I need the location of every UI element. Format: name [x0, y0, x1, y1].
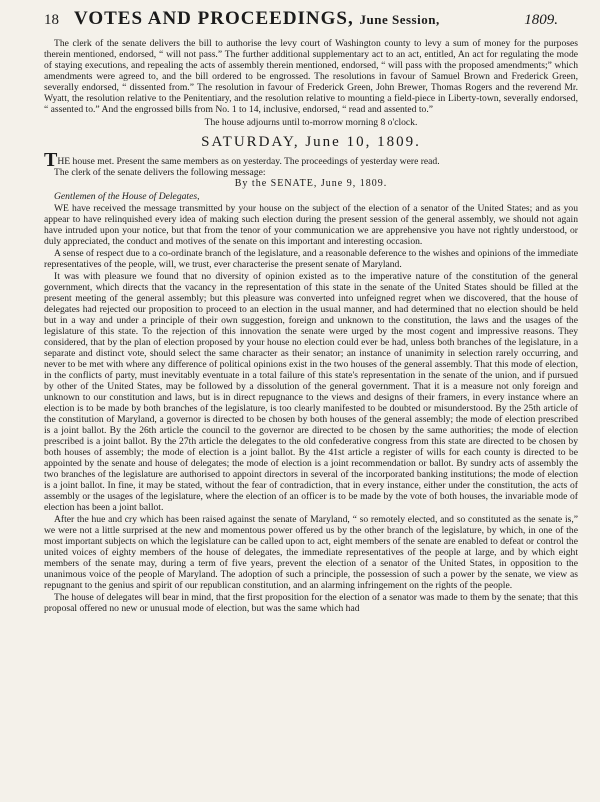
running-head [44, 8, 578, 38]
running-title-main: VOTES AND PROCEEDINGS, [74, 8, 354, 29]
adjournment-line: The house adjourns until to-morrow morning 8 o'clock. [204, 117, 418, 128]
running-title [74, 8, 524, 30]
salutation: Gentlemen of the House of Delegates, [54, 191, 200, 202]
house-met-text: HE house met. Present the same members as on yesterday. The proceedings of yesterday were read. [57, 156, 440, 167]
clerk-line: The clerk of the senate delivers the following message: [54, 167, 266, 178]
message-body [44, 203, 578, 614]
day-heading: SATURDAY, June 10, 1809. [201, 134, 421, 150]
body-paragraph: The house of delegates will bear in mind, that the first proposition for the election of a senator was made to them by the senate; that this proposal offered no new or unusual mode of election, but was the same which had [44, 592, 578, 614]
house-met-paragraph [44, 149, 578, 171]
body-paragraph: It was with pleasure we found that no diversity of opinion existed as to the imperative nature of the constitution of the general government, which directs that the vacancy in the representation of this state in the senate of the United States should be filled at the present meeting of the general assembly; but this pleasure was converted into unfeigned regret when we discovered, that the house of delegates had rejected our proposition to proceed to an election in the usual manner, and had determined that no election should be held but in a way and under a principle of their own suggestion, foreign and unknown to the constitution, the laws and the usages of the legislature of this state. To the rejection of this innovation the senate were urged by the most cogent and impressive reasons. They considered, that by the plan of election proposed by your house no election could ever be had, unless both branches of the legislature, in a separate and distinct vote, should select the same character as their senator; an instance of unanimity in selection rarely occurring, and never to be met with where any difference of political opinions exist in the two houses of the general assembly. That this mode of election, in the conflicts of party, must inevitably eventuate in a total failure of this state's representation in the senate of the union, and if pursued by other of the United States, may be followed by a dissolution of the general government. That it is a measure not only foreign and unknown to our constitution and laws, but is in direct repugnance to the views and designs of their framers, in every instance where an election is to be made by both branches of the legislature, is too clearly manifested to be doubted or misunderstood. By the 25th article of the constitution of Maryland, a governor is directed to be chosen by both houses of the general assembly; the mode of election prescribed is a joint ballot. By the 26th article the council to the governor are directed to be chosen by the same authorities; the mode of election prescribed is a joint ballot. By the 27th article the delegates to the old confederative congress from this state are directed to be chosen by both houses of assembly; the mode of election is a joint ballot. By the 41st article a register of wills for each county is directed to be appointed by the senate and house of delegates; the mode of election is a joint recommendation or ballot. By sundry acts of assembly the two branches of the legislature are authorised to appoint directors in several of the incorporated banking institutions; the mode of election is a joint ballot. In fine, it may be stated, without the fear of contradiction, that in every instance, either under the constitution, the acts of assembly or the usages of the legislature, where the election of an officer is to be made by the vote of both houses, the invariable mode of election has been a joint ballot. [44, 271, 578, 513]
body-paragraph: A sense of respect due to a co-ordinate branch of the legislature, and a reasonable deference to the wishes and opinions of the immediate representatives of the people, will, we trust, ever characterise the present senate of Maryland. [44, 248, 578, 270]
body-paragraph: After the hue and cry which has been raised against the senate of Maryland, “ so remotely elected, and so constituted as the senate is,” we were not a little surprised at the new and momentous power offered us by the other branch of the legislature, by which, in one of the most important subjects on which the legislature can be called upon to act, eight members of the senate are enabled to defeat or control the united voices of eighty members of the house of delegates, the immediate representatives of the people at large, and by which eight members of the senate may, during a term of five years, prevent the election of a senator of the United States, in opposition to the unanimous voice of the people of Maryland. The adoption of such a principle, the possession of such a power by the senate, we view as repugnant to the genius and spirit of our republican constitution, and an alarming infringement on the rights of the people. [44, 514, 578, 591]
drop-cap: T [44, 149, 58, 171]
page-number: 18 [44, 12, 59, 28]
message-from: By the SENATE, June 9, 1809. [234, 178, 388, 189]
opening-paragraph: The clerk of the senate delivers the bill to authorise the levy court of Washington county to levy a sum of money for the purposes therein mentioned, endorsed, “ will not pass.” The further additional supplementary act to an act, entitled, An act for regulating the mode of staying executions, and repealing the acts of assembly therein mentioned, endorsed, “ will pass with the proposed amendments;” which amendments were agreed to, and the bill ordered to be engrossed. The resolutions in favour of Samuel Brown and Frederick Green, severally endorsed, “ dissented from.” The resolution in favour of Frederick Green, John Brewer, Thomas Rogers and the reverend Mr. Wyatt, the resolution relative to the Penitentiary, and the resolution relative to mounting a field-piece in Liberty-town, severally endorsed, “ assented to.” And the engrossed bills from No. 1 to 14, inclusive, endorsed, “ read and assented to.” [44, 38, 578, 115]
running-title-session: June Session, [359, 12, 440, 27]
body-paragraph: WE have received the message transmitted by your house on the subject of the election of a senator of the United States; and as you appear to have relinquished every idea of making such election during the present session of the general assembly, we should not again have intruded upon your notice, but that from the tenor of your communication we are apprehensive you have not rightly understood, or duly appreciated, the conduct and motives of the senate on this important and interesting occasion. [44, 203, 578, 247]
running-year: 1809. [524, 12, 558, 28]
